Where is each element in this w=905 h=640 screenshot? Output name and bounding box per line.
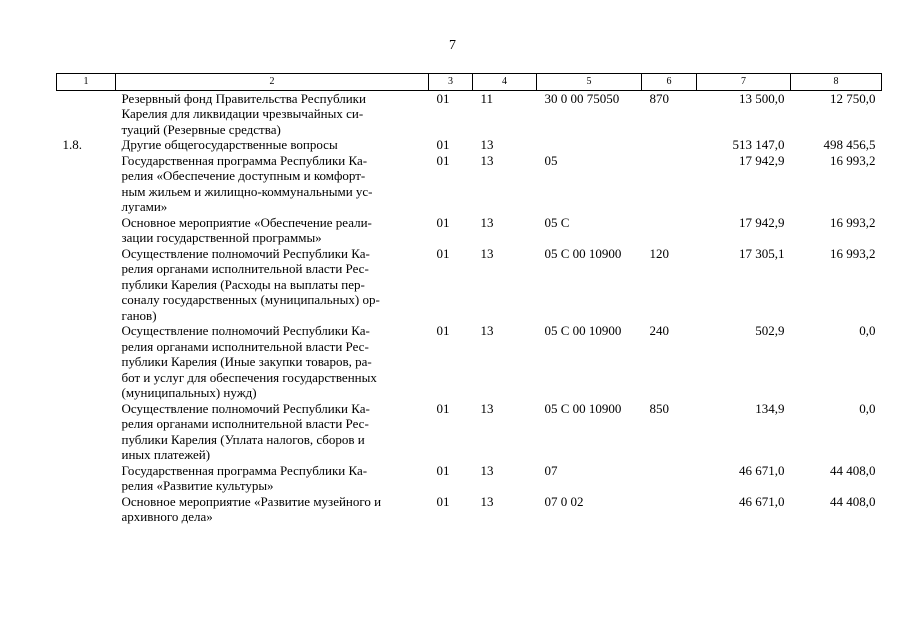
row-target-article: 05 xyxy=(544,152,558,168)
row-section: 01 xyxy=(436,323,450,338)
header-row xyxy=(57,74,882,91)
table-row xyxy=(57,90,882,137)
row-subsection: 13 xyxy=(480,152,494,168)
row-name xyxy=(116,463,429,494)
row-name xyxy=(116,90,429,137)
row-name-line: (муниципальных) нужд) xyxy=(121,385,257,400)
table-row xyxy=(57,137,882,153)
row-target-article: 30 0 00 75050 xyxy=(544,90,620,106)
column-header-3: 3 xyxy=(429,74,473,91)
row-index: 1.8. xyxy=(62,137,82,152)
row-name xyxy=(116,401,429,463)
row-index xyxy=(57,215,116,246)
row-amount-col8: 0,0 xyxy=(859,400,876,416)
row-name-line: релия органами исполнительной власти Рес- xyxy=(121,261,369,276)
row-section: 01 xyxy=(436,462,450,478)
row-name xyxy=(116,215,429,246)
row-section: 01 xyxy=(436,245,450,261)
row-target-article: 05 С 00 10900 xyxy=(544,245,622,261)
row-target-article: 05 С 00 10900 xyxy=(544,400,622,416)
table-row xyxy=(57,401,882,463)
table-row xyxy=(57,323,882,401)
row-amount-col7: 46 671,0 xyxy=(739,462,785,478)
row-expense-type xyxy=(642,137,697,153)
row-expense-type xyxy=(642,463,697,494)
row-expense-type xyxy=(642,494,697,525)
column-header-8: 8 xyxy=(791,74,882,91)
row-name-line: релия органами исполнительной власти Рес- xyxy=(121,416,369,431)
row-name-line: публики Карелия (Иные закупки товаров, ра- xyxy=(121,354,372,369)
row-name-line: архивного дела» xyxy=(121,509,213,524)
row-name-line: Карелия для ликвидации чрезвычайных си- xyxy=(121,106,364,121)
row-amount-col7: 46 671,0 xyxy=(739,493,785,509)
row-subsection: 13 xyxy=(480,214,494,230)
table-row xyxy=(57,153,882,215)
table-row xyxy=(57,246,882,324)
row-name xyxy=(116,323,429,401)
row-subsection: 13 xyxy=(480,323,494,338)
row-expense-type: 120 xyxy=(649,245,669,261)
table-row xyxy=(57,494,882,525)
row-subsection: 13 xyxy=(480,400,494,416)
row-amount-col7: 513 147,0 xyxy=(732,137,785,152)
row-index xyxy=(57,323,116,401)
table-row xyxy=(57,215,882,246)
row-name-line: лугами» xyxy=(121,199,168,214)
row-amount-col8: 16 993,2 xyxy=(830,214,876,230)
row-target-article xyxy=(537,137,642,153)
row-target-article: 07 0 02 xyxy=(544,493,584,509)
row-name-line: бот и услуг для обеспечения государственных xyxy=(121,369,377,385)
row-name-line: релия «Обеспечение доступным и комфорт- xyxy=(121,168,366,183)
row-amount-col7: 134,9 xyxy=(755,400,785,416)
row-target-article: 07 xyxy=(544,462,558,478)
row-amount-col7: 17 942,9 xyxy=(739,214,785,230)
row-name-line: Государственная программа Республики Ка- xyxy=(121,462,368,478)
table-body xyxy=(57,90,882,525)
row-section: 01 xyxy=(436,493,450,509)
column-header-4: 4 xyxy=(473,74,537,91)
budget-table xyxy=(56,73,882,525)
row-index xyxy=(57,401,116,463)
row-expense-type: 850 xyxy=(649,400,669,416)
row-subsection: 13 xyxy=(480,137,494,152)
row-name xyxy=(116,494,429,525)
row-section: 01 xyxy=(436,400,450,416)
row-amount-col7: 17 305,1 xyxy=(739,245,785,261)
row-name-line: публики Карелия (Расходы на выплаты пер- xyxy=(121,276,365,292)
table-row xyxy=(57,463,882,494)
row-name-line: релия органами исполнительной власти Рес- xyxy=(121,338,369,354)
row-name-line: иных платежей) xyxy=(121,447,211,462)
row-subsection: 13 xyxy=(480,245,494,261)
row-amount-col8: 16 993,2 xyxy=(830,152,876,168)
row-name-line: релия «Развитие культуры» xyxy=(121,478,274,493)
row-name-line: Другие общегосударственные вопросы xyxy=(121,137,338,152)
row-expense-type xyxy=(642,153,697,215)
row-name-line: туаций (Резервные средства) xyxy=(121,121,281,137)
row-name-line: публики Карелия (Уплата налогов, сборов и xyxy=(121,431,365,447)
row-amount-col7: 13 500,0 xyxy=(739,90,785,106)
row-name-line: ганов) xyxy=(121,307,157,323)
row-subsection: 11 xyxy=(480,90,494,106)
row-section: 01 xyxy=(436,152,450,168)
row-name-line: соналу государственных (муниципальных) ор- xyxy=(121,292,380,307)
row-name-line: Основное мероприятие «Обеспечение реали- xyxy=(121,214,372,230)
row-expense-type: 870 xyxy=(649,90,669,106)
row-index xyxy=(57,153,116,215)
row-name-line: Основное мероприятие «Развитие музейного и xyxy=(121,493,382,509)
row-name xyxy=(116,137,429,153)
row-name-line: Осуществление полномочий Республики Ка- xyxy=(121,323,370,338)
column-header-7: 7 xyxy=(697,74,791,91)
table-header xyxy=(57,74,882,91)
row-name xyxy=(116,153,429,215)
row-section: 01 xyxy=(436,137,450,152)
row-amount-col8: 44 408,0 xyxy=(830,462,876,478)
row-target-article: 05 С xyxy=(544,214,570,230)
column-header-2: 2 xyxy=(116,74,429,91)
row-amount-col7: 502,9 xyxy=(755,323,785,338)
row-name-line: Осуществление полномочий Республики Ка- xyxy=(121,245,370,261)
column-header-6: 6 xyxy=(642,74,697,91)
row-name-line: Государственная программа Республики Ка- xyxy=(121,152,368,168)
row-name-line: Осуществление полномочий Республики Ка- xyxy=(121,400,370,416)
row-amount-col8: 12 750,0 xyxy=(830,90,876,106)
row-name-line: зации государственной программы» xyxy=(121,230,322,245)
page-number: 7 xyxy=(449,38,456,53)
row-subsection: 13 xyxy=(480,462,494,478)
row-expense-type: 240 xyxy=(649,323,669,338)
row-amount-col8: 0,0 xyxy=(859,323,876,338)
row-amount-col8: 16 993,2 xyxy=(830,245,876,261)
row-amount-col8: 44 408,0 xyxy=(830,493,876,509)
row-index xyxy=(57,90,116,137)
row-name-line: ным жильем и жилищно-коммунальными ус- xyxy=(121,183,373,199)
column-header-1: 1 xyxy=(57,74,116,91)
row-section: 01 xyxy=(436,90,450,106)
row-expense-type xyxy=(642,215,697,246)
row-amount-col8: 498 456,5 xyxy=(823,137,876,152)
row-section: 01 xyxy=(436,214,450,230)
row-index xyxy=(57,463,116,494)
row-name-line: Резервный фонд Правительства Республики xyxy=(121,90,366,106)
row-target-article: 05 С 00 10900 xyxy=(544,323,622,338)
column-header-5: 5 xyxy=(537,74,642,91)
row-index xyxy=(57,494,116,525)
row-subsection: 13 xyxy=(480,493,494,509)
row-name xyxy=(116,246,429,324)
row-index xyxy=(57,246,116,324)
row-amount-col7: 17 942,9 xyxy=(739,152,785,168)
